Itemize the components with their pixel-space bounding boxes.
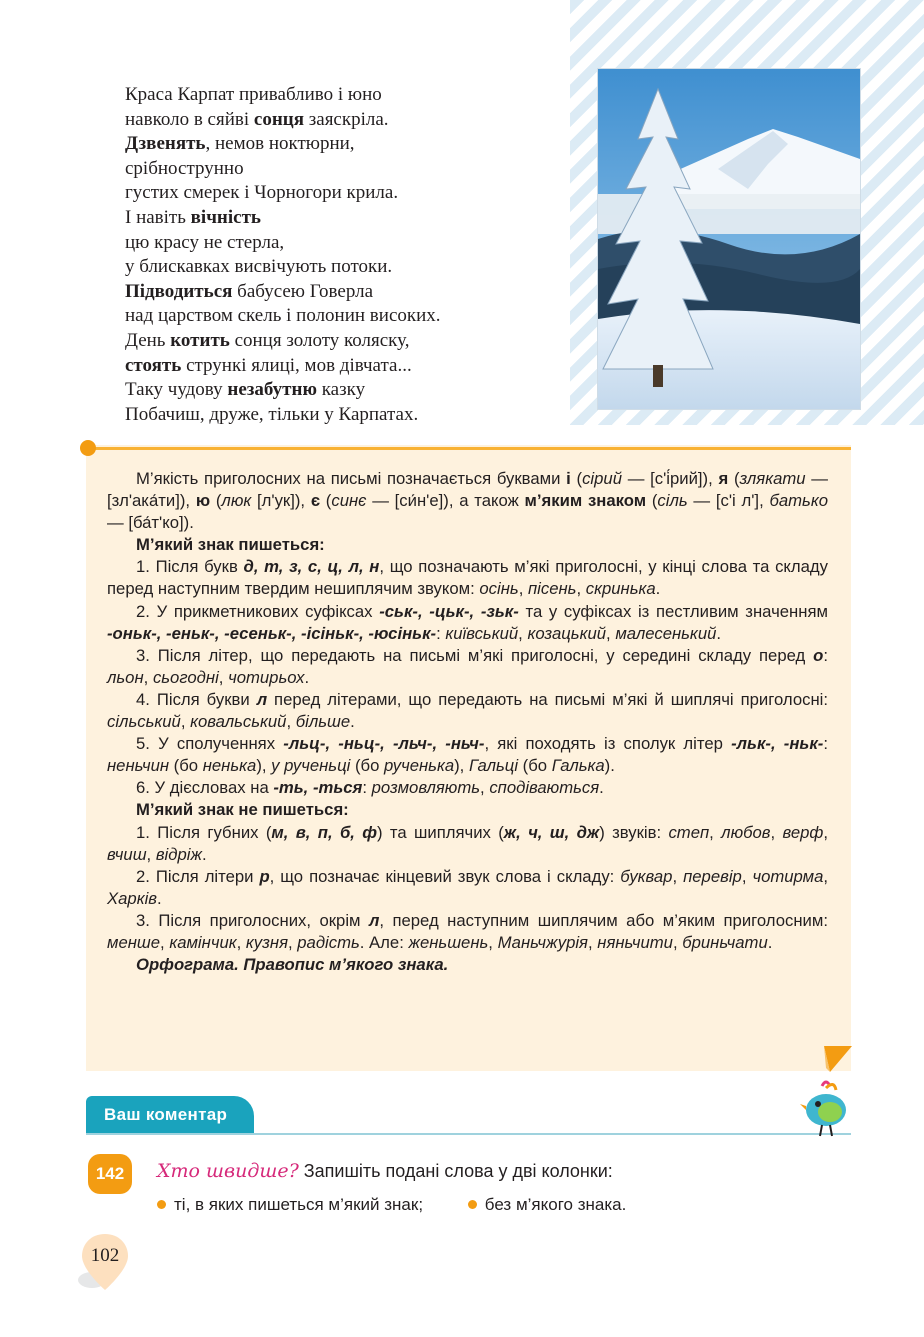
poem-line: над царством скель і полонин високих. xyxy=(125,305,441,327)
exercise-title-text: Запишіть подані слова у дві колонки: xyxy=(298,1161,613,1181)
exercise-title-highlight: Хто швидше? xyxy=(157,1160,299,1182)
page-corner-icon xyxy=(824,1046,852,1074)
bullet-dot-icon xyxy=(468,1200,477,1209)
exercise-number-badge: 142 xyxy=(88,1154,132,1194)
comment-badge: Ваш коментар xyxy=(86,1096,254,1134)
bullet-item xyxy=(468,1195,627,1215)
rule-paragraph: 1. Після букв д, т, з, с, ц, л, н, що позначають м’які приголосні, у кінці слова та складу перед наступним твердим нешиплячим звуком: осінь, пісень, скринька. xyxy=(107,557,829,599)
rule-paragraph: 4. Після букви л перед літерами, що передають на письмі м’які й шиплячі приголосні: сільський, ковальський, більше. xyxy=(107,689,828,732)
rule-paragraph: 3. Після літер, що передають на письмі м’які приголосні, у середині складу перед о: льон, сьогодні, чотирьох. xyxy=(107,645,828,687)
rule-paragraph: М’який знак не пишеться: xyxy=(136,800,349,820)
bullet-text: без м’якого знака. xyxy=(484,1194,627,1214)
poem-line: Краса Карпат привабливо і юно xyxy=(125,84,382,105)
poem-line: День котить сонця золоту коляску, xyxy=(125,329,410,351)
exercise-bullets xyxy=(157,1194,626,1215)
bird-icon xyxy=(796,1078,852,1138)
poem-line: Побачиш, друже, тільки у Карпатах. xyxy=(125,403,419,425)
poem-line: у блискавках висвічують потоки. xyxy=(125,256,393,278)
bullet-text: ті, в яких пишеться м’який знак; xyxy=(174,1194,424,1214)
poem-line: цю красу не стерла, xyxy=(125,231,285,253)
rule-box-top-line xyxy=(93,447,851,450)
rule-paragraph: 2. Після літери р, що позначає кінцевий звук слова і складу: буквар, перевір, чотирма, Харків. xyxy=(107,866,828,908)
poem-line: срібнострунно xyxy=(125,157,244,179)
rule-paragraph: 1. Після губних (м, в, п, б, ф) та шиплячих (ж, ч, ш, дж) звуків: степ, любов, верф, вчиш, відріж. xyxy=(107,822,828,864)
bullet-item xyxy=(157,1195,423,1215)
rule-paragraph: 2. У прикметникових суфіксах -ськ-, -цьк-, -зьк- та у суфіксах із пестливим значенням -оньк-, -еньк-, -есеньк-, -ісіньк-, -юсіньк-: київський, козацький, малесенький. xyxy=(107,601,829,643)
poem-line: І навіть вічність xyxy=(125,206,261,228)
comment-divider xyxy=(86,1133,851,1135)
rule-paragraph: 5. У сполученнях -льц-, -ньц-, -льч-, -ньч-, які походять із сполук літер -льк-, -ньк-: неньчин (бо ненька), у рученьці (бо рученька), Гальці (бо Галька). xyxy=(107,734,828,776)
rule-paragraph: Орфограма. Правопис м’якого знака. xyxy=(136,955,449,975)
rule-paragraph: М’який знак пишеться: xyxy=(136,535,325,555)
poem xyxy=(125,83,441,427)
rule-text xyxy=(107,468,828,976)
poem-line: навколо в сяйві сонця заяскріла. xyxy=(125,108,389,130)
poem-line: стоять стрункі ялиці, мов дівчата... xyxy=(125,354,412,376)
poem-line: Таку чудову незабутню казку xyxy=(125,379,366,401)
poem-line: густих смерек і Чорногори крила. xyxy=(125,182,399,204)
poem-line: Дзвенять, немов ноктюрни, xyxy=(125,133,355,155)
page-number: 102 xyxy=(90,1245,120,1266)
rule-paragraph: 6. У дієсловах на -ть, -ться: розмовляють, сподіваються. xyxy=(136,778,604,798)
rule-paragraph: М’якість приголосних на письмі позначається буквами і (сірий — [с'і́рий]), я (злякати — [зл'ака́ти]), ю (люк [л'ук]), є (синє — [си́н'е]), а також м’яким знаком (сіль — [с'і л'], батько — [ба́т'ко]). xyxy=(107,469,828,533)
exercise-title xyxy=(157,1160,613,1182)
rule-box-dot xyxy=(80,440,96,456)
rule-paragraph: 3. Після приголосних, окрім л, перед наступним шиплячим або м’яким приголосним: менше, камінчик, кузня, радість. Але: женьшень, Маньчжурія, няньчити, бриньчати. xyxy=(107,910,828,952)
carpathian-winter-photo xyxy=(597,68,861,410)
poem-line: Підводиться бабусею Говерла xyxy=(125,280,374,302)
bullet-dot-icon xyxy=(157,1200,166,1209)
